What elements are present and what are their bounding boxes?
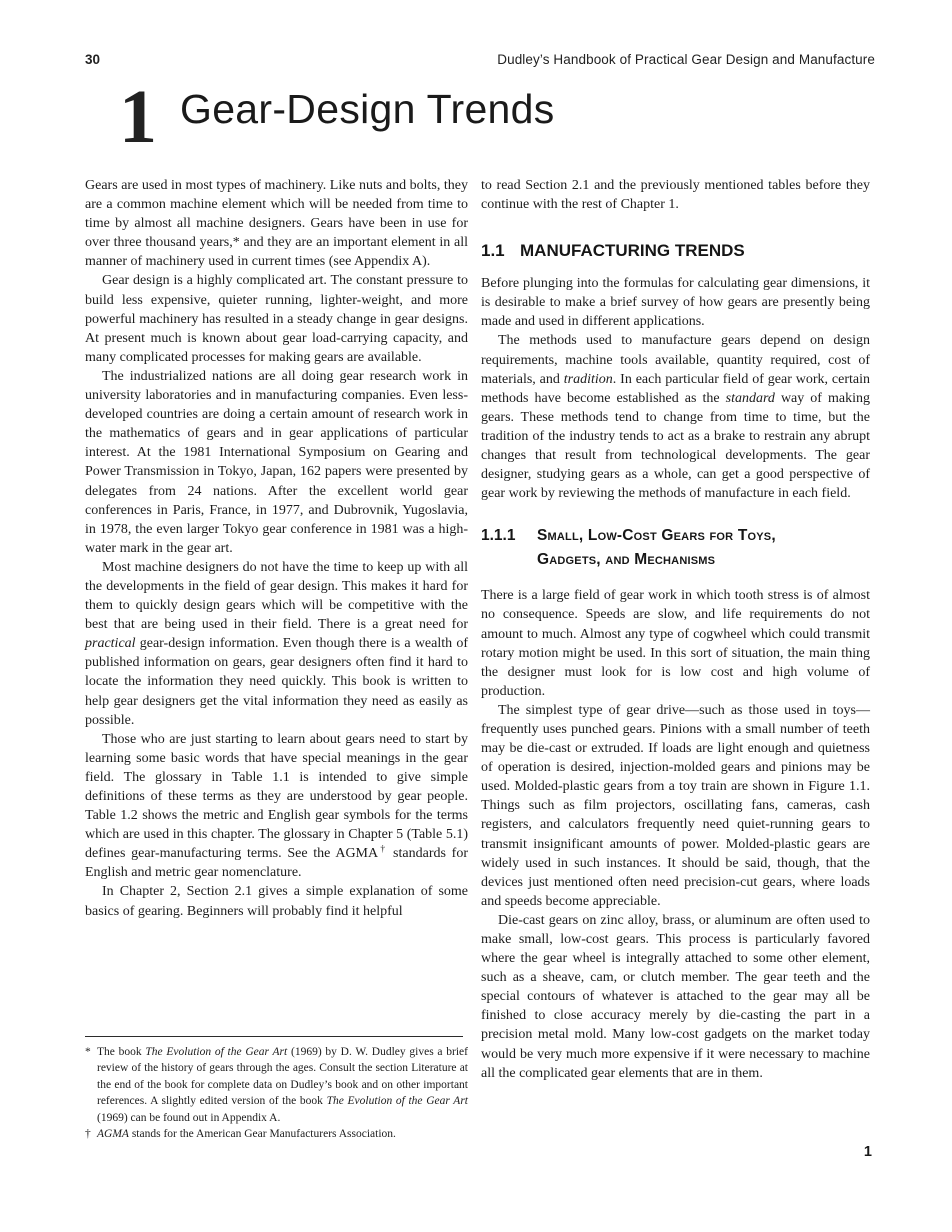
italic-segment: standard [725,390,775,406]
text-segment: (1969) by D. W. Dudley gives a brief review of the history of gears through the ages. Consult the section Literature at the end of the book for complete data on Dudley’s book and on other important references. A slightly edited version of the book [97,1046,468,1108]
footnote [85,1044,468,1126]
text-segment: Gears are used in most types of machinery. Like nuts and bolts, they are a common machine element which will be needed from time to time by almost all machine designers. Gears have been in use for over three thousand years,* and they are an important element in all manner of machinery used in current times (see Appendix A). [85,178,468,270]
subsection-title-line2: Gadgets, and Mechanisms [537,551,716,569]
text-segment: Die-cast gears on zinc alloy, brass, or aluminum are often used to make small, low-cost gears. This process is particularly favored where the gear wheel is integrally attached to some other element, such as a sheave, cam, or clutch member. The gear teeth and the special contours of whatever is attached to the gear may all be finished to close accuracy merely by die-casting the part in a precision metal mold. Many low-cost gadgets on the market today would be very much more expensive if it were necessary to machine all the complicated gear elements that are in them. [481,912,870,1081]
text-segment: The industrialized nations are all doing gear research work in university laboratories and in manufacturing companies. Even less-developed countries are doing a certain amount of research work in the mathematics of gears and in gear applications of particular interest. At the 1981 International Symposium on Gearing and Power Transmission in Tokyo, Japan, 162 papers were presented by delegates from 24 nations. After the excellent world gear conferences in Paris, France, in 1977, and Dubrovnik, Yugoslavia, in 1978, the even larger Tokyo gear conference in 1981 was a high-water mark in the gear art. [85,368,468,556]
text-segment: Most machine designers do not have the time to keep up with all the developments in the field of gear design. This makes it hard for them to quickly design gears which will be competitive with the best that are being used in their field. There is a great need for [85,559,468,633]
left-column [85,176,468,921]
text-segment: stands for the American Gear Manufacturers Association. [128,1128,396,1141]
text-segment: (1969) can be found out in Appendix A. [97,1111,281,1124]
section-number: 1.1 [481,241,505,261]
footnote-marker: † [85,1128,91,1141]
right-column [481,176,870,1083]
paragraph [85,367,468,558]
paragraph [85,730,468,883]
subsection-title [537,524,776,572]
text-segment: Gear design is a highly complicated art. The constant pressure to build less expensive, quieter running, lighter-weight, and more powerful machinery has resulted in a steady change in gear designs. At present much is known about gear load-carrying capacity, and many complicated processes for making gears are available. [85,273,468,365]
footnote-divider [85,1036,463,1037]
paragraph [481,331,870,503]
header-book-title: Dudley’s Handbook of Practical Gear Design and Manufacture [497,52,875,67]
chapter-title: Gear-Design Trends [180,86,555,132]
paragraph [481,911,870,1083]
footer-page-number: 1 [863,1144,872,1160]
section-heading-1-1 [481,241,870,261]
italic-segment: The Evolution of the Gear Art [145,1046,288,1058]
running-header [85,52,875,67]
paragraph [481,701,870,911]
italic-segment: AGMA [97,1128,129,1141]
paragraph [481,274,870,331]
text-segment: standards for English and metric gear nomenclature. [85,846,468,881]
chapter-number: 1 [119,75,157,159]
paragraph [481,176,870,214]
footnote-marker: * [85,1046,91,1058]
text-segment: The methods used to manufacture gears depend on design requirements, machine tools available, quantity required, cost of materials, and [481,333,870,387]
paragraph [481,586,870,701]
paragraph [85,882,468,920]
italic-segment: The Evolution of the Gear Art [326,1095,468,1108]
paragraph [85,271,468,366]
section-title: MANUFACTURING TRENDS [520,241,745,261]
superscript-marker: † [378,844,388,855]
left-column-paragraphs [85,176,468,921]
header-page-number: 30 [85,52,101,67]
section-1-1-paragraphs [481,274,870,503]
text-segment: . In each particular field of gear work, certain methods have become established as the [481,371,870,406]
italic-segment: practical [85,636,136,652]
subsection-title-line1: Small, Low-Cost Gears for Toys, [537,527,776,545]
text-segment: way of making gears. These methods tend to change from time to time, but the tradition of the industry tends to act as a brake to restrain any abrupt changes that result from technological developments. The gear designer, studying gears as a whole, can get a good perspective of gear work by reviewing the methods of manufacture in each field. [481,390,871,502]
text-segment: Before plunging into the formulas for calculating gear dimensions, it is desirable to make a brief survey of how gears are presently being made and used in different applications. [481,276,870,330]
text-segment: to read Section 2.1 and the previously mentioned tables before they continue with the rest of Chapter 1. [481,178,870,213]
footnote-items [85,1044,468,1142]
footnotes-block [85,1036,468,1142]
section-heading-1-1-1 [481,524,870,572]
text-segment: Those who are just starting to learn about gears need to start by learning some basic words that have special meanings in the gear field. The glossary in Table 1.1 is intended to give simple definitions of these terms as they are understood by gear people. Table 1.2 shows the metric and English gear symbols for the terms which are used in this chapter. The glossary in Chapter 5 (Table 5.1) defines gear-manufacturing terms. See the AGMA [85,731,468,862]
paragraph [85,558,468,730]
text-segment: gear-design information. Even though there is a wealth of published information on gears, gear designers often find it hard to locate the information they need quickly. This book is written to help gear designers get the vital information they need as easily as possible. [85,636,468,728]
subsection-number: 1.1.1 [481,527,516,545]
text-segment: The simplest type of gear drive—such as those used in toys—frequently uses punched gears. Pinions with a small number of teeth may be die-cast or extruded. If loads are light enough and quietness of operation is desired, injection-molded gears and pinions may be used. Molded-plastic gears from a toy train are shown in Figure 1.1. Things such as film projectors, oscillating fans, cameras, cash registers, and calculators frequently need quiet-running gears to transmit insignificant amounts of power. Molded-plastic gears are widely used in such instances. It should be said, though, that the devices just mentioned often need precision-cut gears, where loads and speeds become appreciable. [481,702,870,909]
text-segment: In Chapter 2, Section 2.1 gives a simple explanation of some basics of gearing. Beginners will probably find it helpful [85,884,468,919]
footnote [85,1126,468,1142]
text-segment: There is a large field of gear work in which tooth stress is of almost no consequence. Speeds are slow, and life requirements do not amount to much. Almost any type of cogwheel which could transmit rotary motion might be used. In this sort of situation, the main thing the designer must look for is low cost and high volume of production. [481,588,870,699]
right-column-intro [481,176,870,214]
text-segment: The book [97,1046,146,1058]
section-1-1-1-paragraphs [481,586,870,1082]
paragraph [85,176,468,271]
italic-segment: tradition [563,371,613,387]
